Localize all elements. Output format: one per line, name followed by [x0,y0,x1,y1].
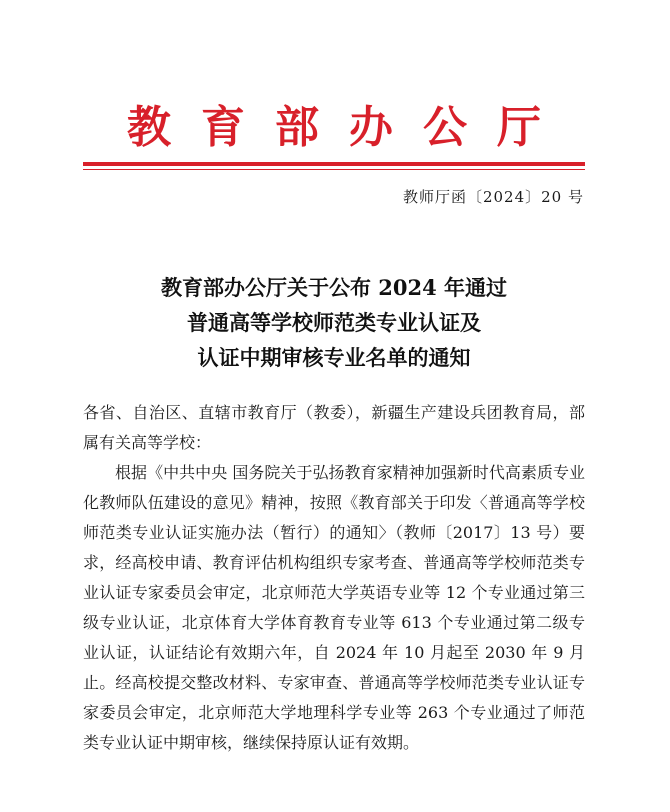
salutation: 各省、自治区、直辖市教育厅（教委），新疆生产建设兵团教育局，部属有关高等学校： [83,403,585,452]
masthead-char: 育 [201,102,245,153]
masthead-rule-thin [83,169,585,170]
masthead-char: 厅 [497,102,541,153]
body-paragraph: 根据《中共中央 国务院关于弘扬教育家精神加强新时代高素质专业化教师队伍建设的意见》精神，按照《教育部关于印发〈普通高等学校师范类专业认证实施办法（暂行）的通知〉（教师〔2017〕13 号）要求，经高校申请、教育评估机构组织专家考查、普通高等学校师范类专业认证专家委员会审定，北京师范大学英语专业等 12 个专业通过第三级专业认证，北京体育大学体育教育专业等 613 个专业通过第二级专业认证，认证结论有效期六年，自 2024 年 10 月起至 2030 年 9 月止。经高校提交整改材料、专家审查、普通高等学校师范类专业认证专家委员会审定，北京师范大学地理科学专业等 263 个专业通过了师范类专业认证中期审核，继续保持原认证有效期。 [83,463,585,752]
document-title [83,270,585,375]
masthead-char: 部 [275,102,319,153]
document-number: 教师厅函〔2024〕20 号 [402,188,584,206]
title-line-3: 认证中期审核专业名单的通知 [197,345,471,370]
document-body [83,398,585,758]
masthead-char: 公 [423,102,467,153]
masthead-char: 办 [349,102,393,153]
title-line-2: 普通高等学校师范类专业认证及 [187,310,481,335]
masthead [83,96,585,160]
title-line-1: 教育部办公厅关于公布 2024 年通过 [160,275,508,300]
masthead-char: 教 [127,102,171,153]
masthead-rule-thick [83,162,585,166]
